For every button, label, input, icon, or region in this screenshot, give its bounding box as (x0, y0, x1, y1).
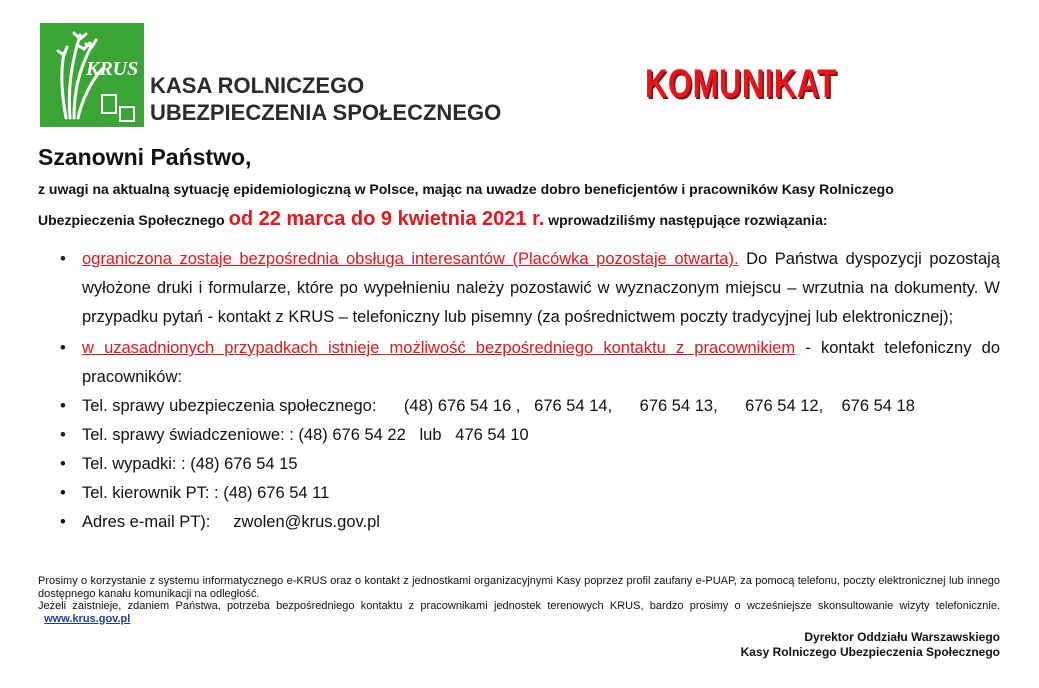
signature-line-2: Kasy Rolniczego Ubezpieczenia Społecznego (740, 645, 1000, 659)
komunikat-title: KOMUNIKAT (645, 62, 837, 106)
footnote (38, 575, 1000, 625)
greeting: Szanowni Państwo, (38, 144, 252, 170)
bullet-text: Do Państwa dyspozycji pozostają wyłożone druki i formularze, które po wypełnieniu należy pozostawić w wyznaczonym miejscu – wrzutnia na dokumenty. W przypadku pytań - kontakt z KRUS – telefoniczny lub pisemny (za pośrednictwem poczty tradycyjnej lub elektronicznej); (82, 250, 1000, 326)
bullet-item (60, 392, 1000, 421)
bullet-highlight: w uzasadnionych przypadkach istnieje możliwość bezpośredniego kontaktu z pracownikiem (82, 339, 796, 357)
krus-logo (40, 23, 144, 127)
phone-manager: Tel. kierownik PT: : (48) 676 54 11 (82, 484, 330, 502)
bullet-dot: • (60, 484, 66, 502)
bullet-item (60, 245, 1000, 332)
bullet-dot: • (60, 426, 66, 444)
signature-line-1: Dyrektor Oddziału Warszawskiego (804, 630, 1000, 644)
bullet-item (60, 508, 1000, 537)
bullet-highlight: ograniczona zostaje bezpośrednia obsługa interesantów (Placówka pozostaje otwarta). (82, 250, 739, 268)
phone-social-insurance: Tel. sprawy ubezpieczenia społecznego: (48) 676 54 16 , 676 54 14, 676 54 13, 676 54 12, 676 54 18 (82, 397, 915, 415)
intro-line-2-start: Ubezpieczenia Społecznego (38, 212, 225, 228)
bullet-item (60, 479, 1000, 508)
bullet-list (60, 245, 1000, 537)
intro-line-2 (38, 208, 828, 231)
footnote-paragraph-2-text: Jeżeli zaistnieje, zdaniem Państwa, potrzeba bezpośredniego kontaktu z pracownikami jednostek terenowych KRUS, bardzo prosimy o wcześniejsze skonsultowanie wizyty telefonicznie. (38, 600, 1000, 612)
intro-line-1: z uwagi na aktualną sytuację epidemiologiczną w Polsce, mając na uwadze dobro beneficjentów i pracowników Kasy Rolniczego (38, 181, 894, 197)
intro-line-2-end: wprowadziliśmy następujące rozwiązania: (548, 212, 828, 228)
bullet-dot: • (60, 513, 66, 531)
org-name-line1: KASA ROLNICZEGO (150, 73, 365, 98)
bullet-dot: • (60, 339, 66, 357)
bullet-item (60, 450, 1000, 479)
krus-website-link[interactable]: www.krus.gov.pl (44, 612, 131, 625)
krus-logo-graphic (40, 23, 144, 127)
krus-logo-text: KRUS (86, 58, 139, 80)
bullet-dot: • (60, 455, 66, 473)
footnote-paragraph-2 (38, 600, 1000, 625)
phone-accidents: Tel. wypadki: : (48) 676 54 15 (82, 455, 298, 473)
bullet-item (60, 334, 1000, 392)
bullet-dot: • (60, 397, 66, 415)
phone-benefits: Tel. sprawy świadczeniowe: : (48) 676 54 22 lub 476 54 10 (82, 426, 529, 444)
footnote-paragraph-1: Prosimy o korzystanie z systemu informatycznego e-KRUS oraz o kontakt z jednostkami organizacyjnymi Kasy poprzez profil zaufany e-PUAP, za pomocą telefonu, poczty elektronicznej lub innego dostępnego kanału komunikacji na odległość. (38, 575, 1000, 600)
email-address: Adres e-mail PT): zwolen@krus.gov.pl (82, 513, 380, 531)
date-range: od 22 marca do 9 kwietnia 2021 r. (228, 208, 545, 230)
org-name-line2: UBEZPIECZENIA SPOŁECZNEGO (150, 100, 502, 125)
bullet-dot: • (60, 250, 66, 268)
krus-letters (85, 58, 138, 80)
organization-name (150, 72, 501, 126)
bullet-text: - kontakt telefoniczny do pracowników: (82, 339, 1000, 386)
bullet-item (60, 421, 1000, 450)
signature (741, 630, 1000, 660)
